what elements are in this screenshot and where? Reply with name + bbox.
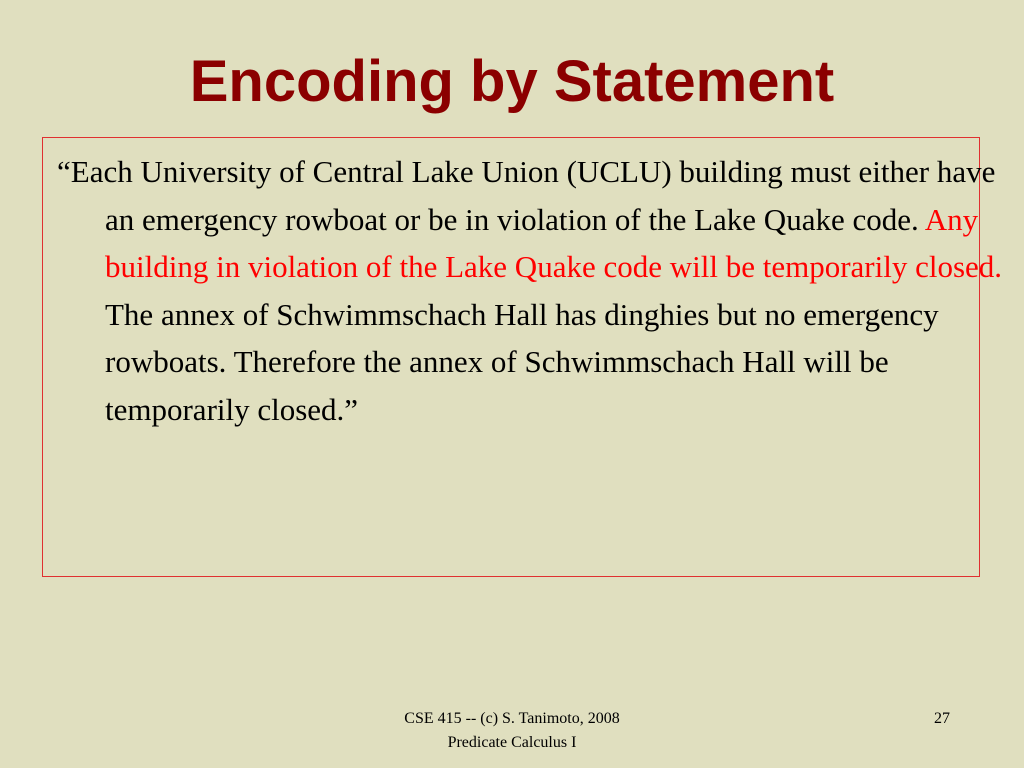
quote-highlight-text: Any building in violation of the Lake Quake code will be temporarily closed. <box>105 201 1003 284</box>
footer-topic-line: Predicate Calculus I <box>447 734 577 751</box>
quote-text-part-3: The annex of Schwimmschach Hall has dinghies but no emergency rowboats. Therefore the annex of Schwimmschach Hall will be temporarily closed.” <box>105 296 939 427</box>
quote-paragraph <box>57 148 1023 433</box>
quote-box <box>42 137 1003 577</box>
quote-text-part-1: “Each University of Central Lake Union (UCLU) building must either have an emergency rowboat or be in violation of the Lake Quake code. <box>57 154 996 237</box>
slide-title: Encoding by Statement <box>189 49 835 114</box>
slide-footer <box>312 707 712 755</box>
page-number: 27 <box>934 710 950 727</box>
footer-course-line: CSE 415 -- (c) S. Tanimoto, 2008 <box>404 710 620 727</box>
